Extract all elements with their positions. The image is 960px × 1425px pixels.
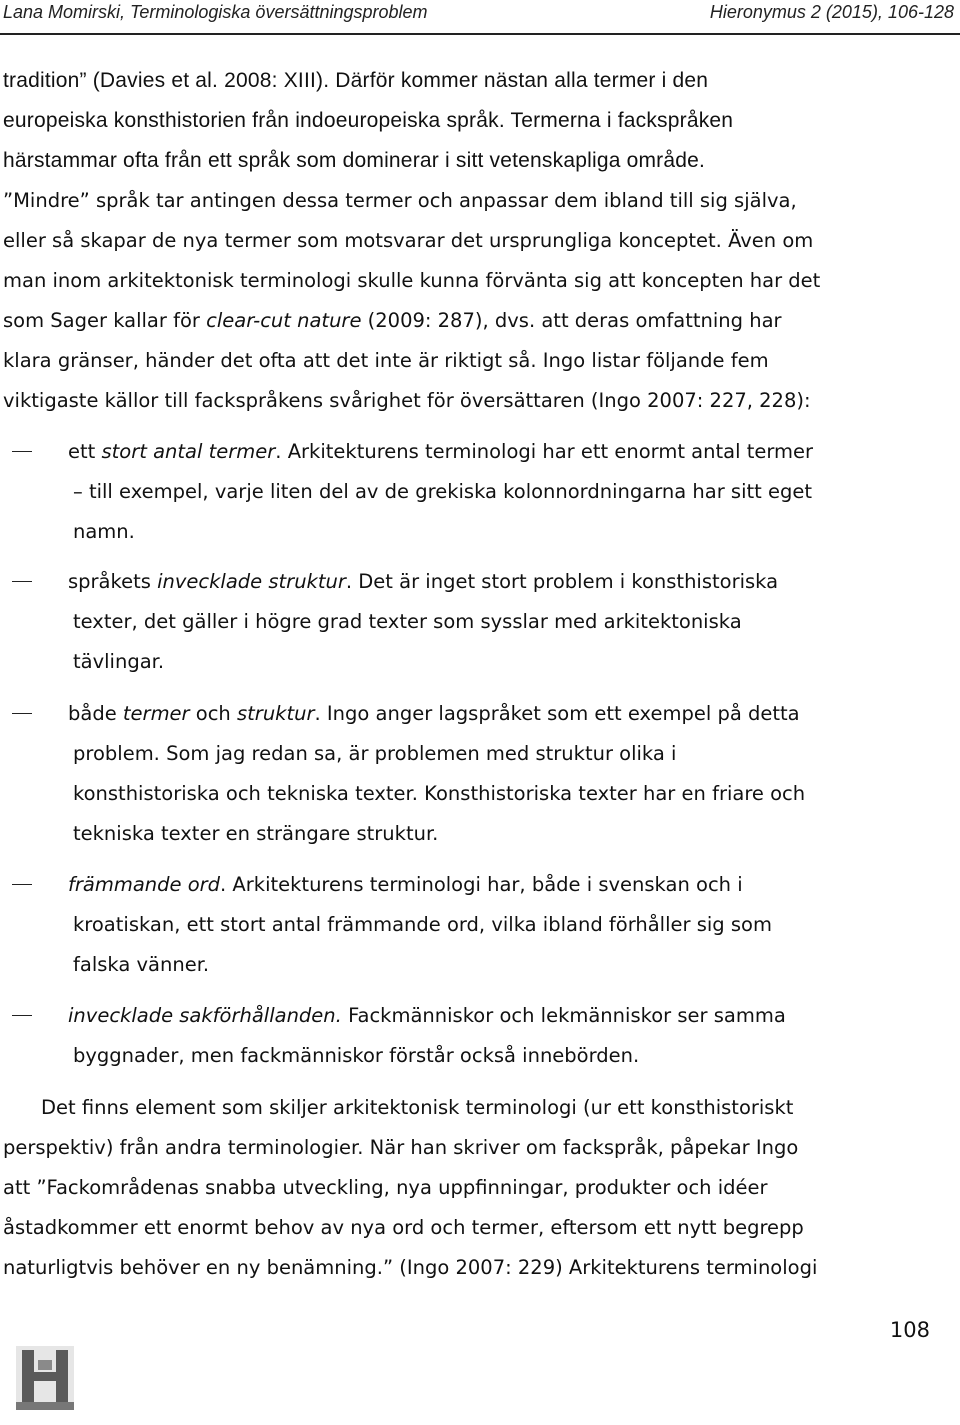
hieronymus-logo-icon [14,1342,76,1414]
text-line: europeiska konsthistorien från indoeuropeiska språk. Termerna i fackspråken [3,109,734,132]
paragraph-2 [3,1088,953,1288]
text-line: tradition” (Davies et al. 2008: XIII). Därför kommer nästan alla termer i den [3,69,709,92]
header-journal: Hieronymus 2 (2015), 106-128 [709,2,954,22]
dash-bullet [12,1015,32,1016]
dash-bullet [12,713,32,714]
text-line: viktigaste källor till fackspråkens svårighet för översättaren (Ingo 2007: 227, 228): [3,389,811,412]
text-line: klara gränser, händer det ofta att det inte är riktigt så. Ingo listar följande fem [3,349,769,372]
text-line: ”Mindre” språk tar antingen dessa termer och anpassar dem ibland till sig själva, [3,189,797,212]
dash-bullet [12,884,32,885]
text-line: åstadkommer ett enormt behov av nya ord och termer, eftersom ett nytt begrepp [3,1216,804,1239]
page-number: 108 [889,1318,930,1342]
dash-bullet [12,581,32,582]
header-author-title: Lana Momirski, Terminologiska översättningsproblem [3,2,428,22]
header-rule [0,33,960,35]
text-line: som Sager kallar för clear-cut nature (2009: 287), dvs. att deras omfattning har [3,309,782,332]
text-line: perspektiv) från andra terminologier. När han skriver om fackspråk, påpekar Ingo [3,1136,799,1159]
text-line: Det finns element som skiljer arkitektonisk terminologi (ur ett konsthistoriskt [41,1096,794,1119]
text-line: att ”Fackområdenas snabba utveckling, nya uppfinningar, produkter och idéer [3,1176,768,1199]
dash-bullet [12,451,32,452]
text-line: man inom arkitektonisk terminologi skulle kunna förvänta sig att koncepten har det [3,269,821,292]
text-line: naturligtvis behöver en ny benämning.” (Ingo 2007: 229) Arkitekturens terminologi [3,1256,818,1279]
text-line: härstammar ofta från ett språk som dominerar i sitt vetenskapliga område. [3,149,706,172]
paragraph-1 [3,61,953,421]
text-line: eller så skapar de nya termer som motsvarar det ursprungliga konceptet. Även om [3,229,814,252]
